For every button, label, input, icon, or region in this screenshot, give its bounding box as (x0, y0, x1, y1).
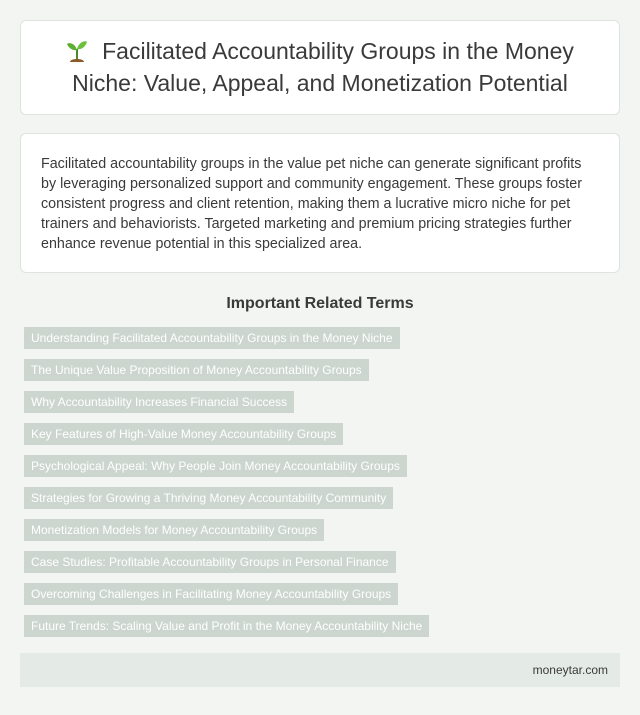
summary-text: Facilitated accountability groups in the value pet niche can generate significant profits by leveraging personalized support and community engagement. These groups foster consistent progress and client retention, making them a lucrative micro niche for pet trainers and behaviorists. Targeted marketing and premium pricing strategies further enhance revenue potential in this specialized area. (41, 156, 582, 252)
page-title (41, 37, 599, 98)
title-card (20, 20, 620, 115)
related-terms-list (20, 327, 620, 637)
page-title-text: Facilitated Accountability Groups in the Money Niche: Value, Appeal, and Monetization Potential (72, 38, 574, 96)
related-term-tag[interactable]: Monetization Models for Money Accountability Groups (24, 519, 324, 541)
related-term-tag[interactable]: Understanding Facilitated Accountability Groups in the Money Niche (24, 327, 400, 349)
related-term-tag[interactable]: Future Trends: Scaling Value and Profit in the Money Accountability Niche (24, 615, 429, 637)
summary-card (20, 133, 620, 273)
related-term-tag[interactable]: Case Studies: Profitable Accountability Groups in Personal Finance (24, 551, 396, 573)
footer (20, 653, 620, 687)
related-term-tag[interactable]: The Unique Value Proposition of Money Accountability Groups (24, 359, 369, 381)
related-term-tag[interactable]: Psychological Appeal: Why People Join Money Accountability Groups (24, 455, 407, 477)
seedling-icon (66, 38, 88, 69)
footer-site-name: moneytar.com (532, 663, 608, 677)
related-terms-heading: Important Related Terms (226, 295, 414, 312)
related-term-tag[interactable]: Key Features of High-Value Money Accountability Groups (24, 423, 343, 445)
related-term-tag[interactable]: Strategies for Growing a Thriving Money Accountability Community (24, 487, 393, 509)
related-term-tag[interactable]: Why Accountability Increases Financial Success (24, 391, 294, 413)
related-term-tag[interactable]: Overcoming Challenges in Facilitating Money Accountability Groups (24, 583, 398, 605)
